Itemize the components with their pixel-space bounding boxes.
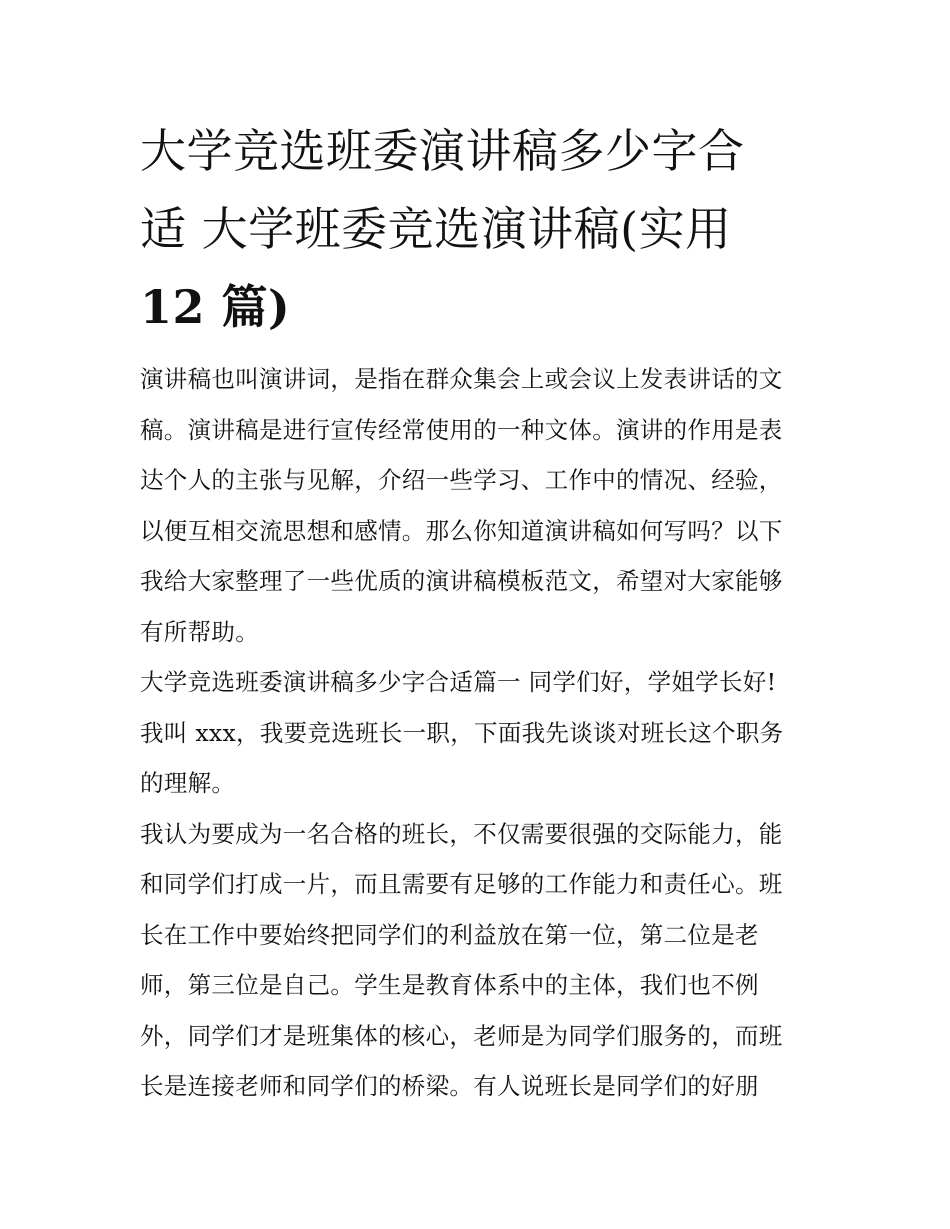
paragraph-intro bbox=[140, 354, 816, 657]
text-line: 外，同学们才是班集体的核心，老师是为同学们服务的，而班 bbox=[140, 1021, 783, 1050]
text-line: 大学竞选班委演讲稿多少字合适篇一 同学们好，学姐学长好! bbox=[140, 668, 777, 696]
title-line: 适 大学班委竞选演讲稿(实用 bbox=[140, 202, 732, 256]
text-line: 有所帮助。 bbox=[140, 617, 259, 646]
text-line: 的理解。 bbox=[140, 769, 236, 797]
text-line: 以便互相交流思想和感情。那么你知道演讲稿如何写吗？以下 bbox=[140, 516, 783, 545]
text-line: 我给大家整理了一些优质的演讲稿模板范文，希望对大家能够 bbox=[140, 567, 783, 595]
text-line: 稿。演讲稿是进行宣传经常使用的一种文体。演讲的作用是表 bbox=[140, 415, 783, 444]
text-line: 达个人的主张与见解，介绍一些学习、工作中的情况、经验， bbox=[140, 466, 783, 494]
document-page bbox=[140, 112, 816, 1112]
paragraph-speech-one-body bbox=[140, 809, 816, 1112]
text-line: 和同学们打成一片，而且需要有足够的工作能力和责任心。班 bbox=[140, 870, 783, 898]
text-line: 长是连接老师和同学们的桥梁。有人说班长是同学们的好朋 bbox=[140, 1072, 759, 1100]
document-title bbox=[140, 112, 816, 346]
text-line: 师，第三位是自己。学生是教育体系中的主体，我们也不例 bbox=[140, 971, 759, 999]
text-line: 长在工作中要始终把同学们的利益放在第一位，第二位是老 bbox=[140, 920, 759, 949]
title-line: 大学竞选班委演讲稿多少字合 bbox=[140, 124, 745, 178]
document-body bbox=[140, 354, 816, 1112]
text-line: 演讲稿也叫演讲词，是指在群众集会上或会议上发表讲话的文 bbox=[140, 365, 783, 393]
text-line: 我认为要成为一名合格的班长，不仅需要很强的交际能力，能 bbox=[140, 819, 783, 848]
paragraph-speech-one-opening bbox=[140, 657, 816, 809]
text-line: 我叫 xxx，我要竞选班长一职，下面我先谈谈对班长这个职务 bbox=[140, 718, 784, 747]
title-line: 12 篇) bbox=[140, 280, 291, 334]
